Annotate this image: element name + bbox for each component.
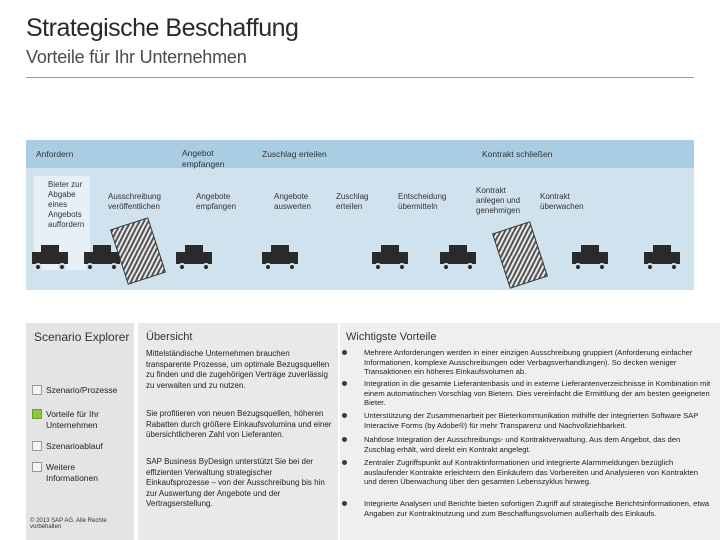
page-title: Strategische Beschaffung	[26, 14, 299, 42]
stage-label: Anfordern	[36, 149, 74, 159]
process-step-label: Kontrakt überwachen	[540, 192, 584, 211]
truck-icon	[572, 245, 608, 271]
document-icon	[32, 462, 42, 472]
bullet-icon	[342, 501, 347, 506]
benefits-heading: Wichtigste Vorteile	[346, 331, 437, 343]
process-step-label: Kontrakt anlegen und genehmigen	[476, 186, 521, 215]
bullet-icon	[342, 381, 347, 386]
overview-heading: Übersicht	[146, 331, 193, 343]
truck-icon	[262, 245, 298, 271]
truck-icon	[32, 245, 68, 271]
process-step-label: Bieter zur Abgabe eines Angebots auffordern	[48, 180, 85, 229]
scenario-explorer-sidebar	[26, 323, 134, 540]
sidebar-item-label: Szenarioablauf	[46, 441, 103, 451]
benefit-item	[342, 348, 712, 377]
truck-icon	[372, 245, 408, 271]
overview-paragraph: SAP Business ByDesign unterstützt Sie bei der effizienten Verwaltung strategischer Einkaufsprozesse – von der Ausschreibung bis hin zur Auswertung der Angebote und der Vertragserstellung.	[146, 457, 325, 508]
page-subtitle: Vorteile für Ihr Unternehmen	[26, 47, 247, 67]
overview-panel	[138, 323, 338, 540]
benefit-item	[342, 411, 712, 430]
benefit-item	[342, 499, 712, 518]
truck-icon	[84, 245, 120, 271]
truck-icon	[440, 245, 476, 271]
benefit-item	[342, 435, 712, 454]
stage-label: Zuschlag erteilen	[262, 149, 327, 159]
process-step-label: Zuschlag erteilen	[336, 192, 369, 211]
document-icon	[32, 441, 42, 451]
process-step-label: Entscheidung übermitteln	[398, 192, 447, 211]
document-icon	[32, 385, 42, 395]
bullet-icon	[342, 413, 347, 418]
process-step-label: Angebote empfangen	[196, 192, 237, 211]
sidebar-title: Scenario Explorer	[34, 330, 130, 344]
process-step-label: Ausschreibung veröffentlichen	[108, 192, 161, 211]
bullet-icon	[342, 460, 347, 465]
contract-document-icon	[110, 217, 166, 285]
stage-label: Kontrakt schließen	[482, 149, 553, 159]
overview-paragraph: Mittelständische Unternehmen brauchen transparente Prozesse, um optimale Bezugsquellen zu finden und die zugehörigen Verträge zuverlässig zu verwalten und zu nutzen.	[146, 349, 330, 390]
contract-document-icon	[492, 221, 548, 289]
bullet-icon	[342, 437, 347, 442]
process-step-label: Angebote auswerten	[274, 192, 311, 211]
bullet-icon	[342, 350, 347, 355]
overview-paragraph: Sie profitieren von neuen Bezugsquellen, höheren Rabatten durch größere Einkaufsvolumina und einer übersichtlicheren Zahl von Lieferanten.	[146, 409, 332, 439]
truck-icon	[644, 245, 680, 271]
copyright-notice: © 2013 SAP AG. Alle Rechte vorbehalten	[30, 518, 107, 530]
sidebar-item-label: Weitere Informationen	[46, 462, 98, 483]
benefit-item	[342, 379, 712, 408]
benefit-text: Integration in die gesamte Lieferantenbasis und in externe Lieferantenverzeichnisse in Kombination mit einem automatischen Vorschlag von Bietern. Dies vereinfacht die Ermittlung der am besten geeigneten Bieter.	[364, 379, 711, 408]
process-diagram	[26, 140, 694, 290]
divider	[26, 77, 694, 78]
sidebar-item-label: Vorteile für Ihr Unternehmen	[46, 409, 99, 430]
benefits-panel	[340, 323, 720, 540]
benefit-text: Nahtlose Integration der Ausschreibungs- und Kontraktverwaltung. Aus dem Angebot, das den Zuschlag erhält, wird direkt ein Kontrakt angelegt.	[364, 435, 681, 454]
benefits-icon	[32, 409, 42, 419]
stage-bar	[26, 140, 694, 168]
benefit-text: Integrierte Analysen und Berichte bieten sofortigen Zugriff auf strategische Berichtsinformationen, etwa Angaben zur Kontraktnutzung und zum Beschaffungsvolumen außerhalb des Einkaufs.	[364, 499, 710, 518]
benefit-item	[342, 458, 712, 487]
stage-label: Angebot empfangen	[182, 148, 225, 169]
truck-icon	[176, 245, 212, 271]
sidebar-item-label: Szenario/Prozesse	[46, 385, 118, 395]
benefit-text: Unterstützung der Zusammenarbeit per Bieterkommunikation mithilfe der integrierten Software SAP Interactive Forms (by Adobe®) für mehr Transparenz und Nachvollziehbarkeit.	[364, 411, 699, 430]
benefit-text: Zentraler Zugriffspunkt auf Kontraktinformationen und integrierte Alarmmeldungen bezüglich auslaufender Kontrakte erleichtern den Einkäufern das Vorbereiten und Analysieren von Kontrakten und deren Überwachung über den gesamten Lebenszyklus hinweg.	[364, 458, 698, 487]
benefit-text: Mehrere Anforderungen werden in einer einzigen Ausschreibung gruppiert (Anforderung einfacher Informationen, komplexe Ausschreibungen oder Verbagsverhandlungen). So decken weniger Transaktionen ein höheres Einkaufsvolumen ab.	[364, 348, 693, 377]
